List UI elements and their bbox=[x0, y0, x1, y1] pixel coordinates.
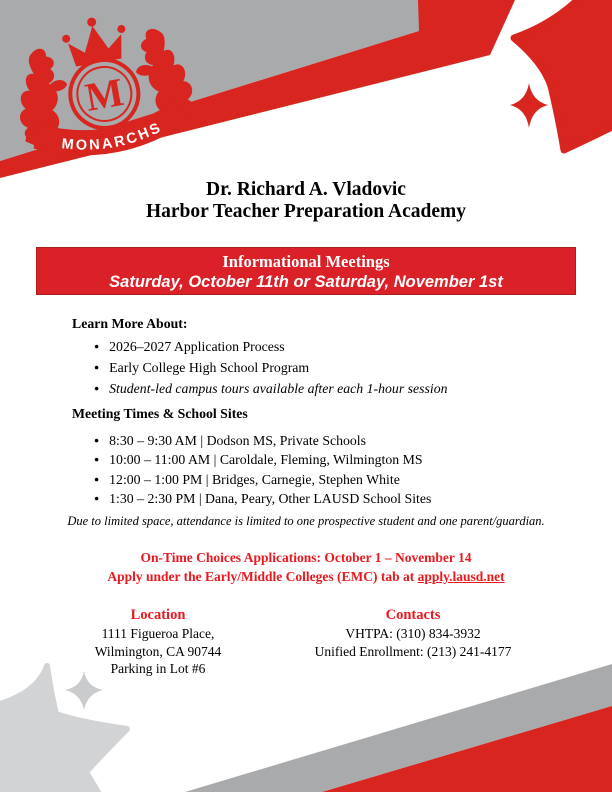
list-item: ● Early College High School Program bbox=[94, 358, 448, 379]
learn-more-list bbox=[94, 337, 448, 400]
limited-space-note: Due to limited space, attendance is limited to one prospective student and one parent/guardian. bbox=[67, 514, 545, 528]
list-item: ● Student-led campus tours available after each 1-hour session bbox=[94, 379, 448, 400]
list-item: ● 2026–2027 Application Process bbox=[94, 337, 448, 358]
bottom-gray-star-icon bbox=[0, 666, 127, 792]
location-column bbox=[48, 606, 268, 678]
meeting-times-list bbox=[94, 432, 431, 510]
informational-meetings-banner bbox=[36, 247, 576, 295]
monarchs-crest-logo bbox=[2, 6, 214, 178]
banner-dates: Saturday, October 11th or Saturday, November 1st bbox=[109, 273, 503, 291]
applications-dates: On-Time Choices Applications: October 1 – November 14 bbox=[140, 550, 472, 565]
location-parking-line: Parking in Lot #6 bbox=[110, 661, 206, 676]
logo-banner-text: MONARCHS bbox=[60, 119, 166, 154]
list-item: ● 8:30 – 9:30 AM | Dodson MS, Private Schools bbox=[94, 432, 431, 451]
applications-instructions-text: Apply under the Early/Middle Colleges (EMC) tab at bbox=[107, 568, 418, 584]
title-line-2: Harbor Teacher Preparation Academy bbox=[145, 201, 467, 222]
title-line-1: Dr. Richard A. Vladovic bbox=[206, 179, 406, 200]
location-address-line: Wilmington, CA 90744 bbox=[94, 643, 222, 659]
contacts-column bbox=[303, 606, 523, 660]
corner-star-icon bbox=[514, 0, 612, 150]
meeting-times-heading: Meeting Times & School Sites bbox=[72, 406, 248, 421]
contacts-phone-vhtpa: VHTPA: (310) 834-3932 bbox=[345, 626, 481, 641]
banner-heading: Informational Meetings bbox=[222, 252, 390, 271]
sparkle-icon bbox=[510, 83, 548, 128]
page-title bbox=[0, 179, 612, 223]
list-item: ● 1:30 – 2:30 PM | Dana, Peary, Other LAUSD School Sites bbox=[94, 490, 431, 509]
applications-instructions bbox=[0, 568, 612, 587]
logo-monogram: M bbox=[81, 69, 127, 120]
apply-link[interactable]: apply.lausd.net bbox=[417, 568, 505, 584]
applications-cta bbox=[0, 549, 612, 586]
contacts-phone-enrollment: Unified Enrollment: (213) 241-4177 bbox=[314, 643, 512, 659]
learn-more-heading: Learn More About: bbox=[72, 316, 188, 331]
list-item: ● 10:00 – 11:00 AM | Caroldale, Fleming, Wilmington MS bbox=[94, 451, 431, 470]
contacts-heading: Contacts bbox=[385, 607, 441, 623]
list-item: ● 12:00 – 1:00 PM | Bridges, Carnegie, Stephen White bbox=[94, 471, 431, 490]
location-address-line: 1111 Figueroa Place, bbox=[101, 626, 215, 641]
location-heading: Location bbox=[130, 607, 186, 623]
